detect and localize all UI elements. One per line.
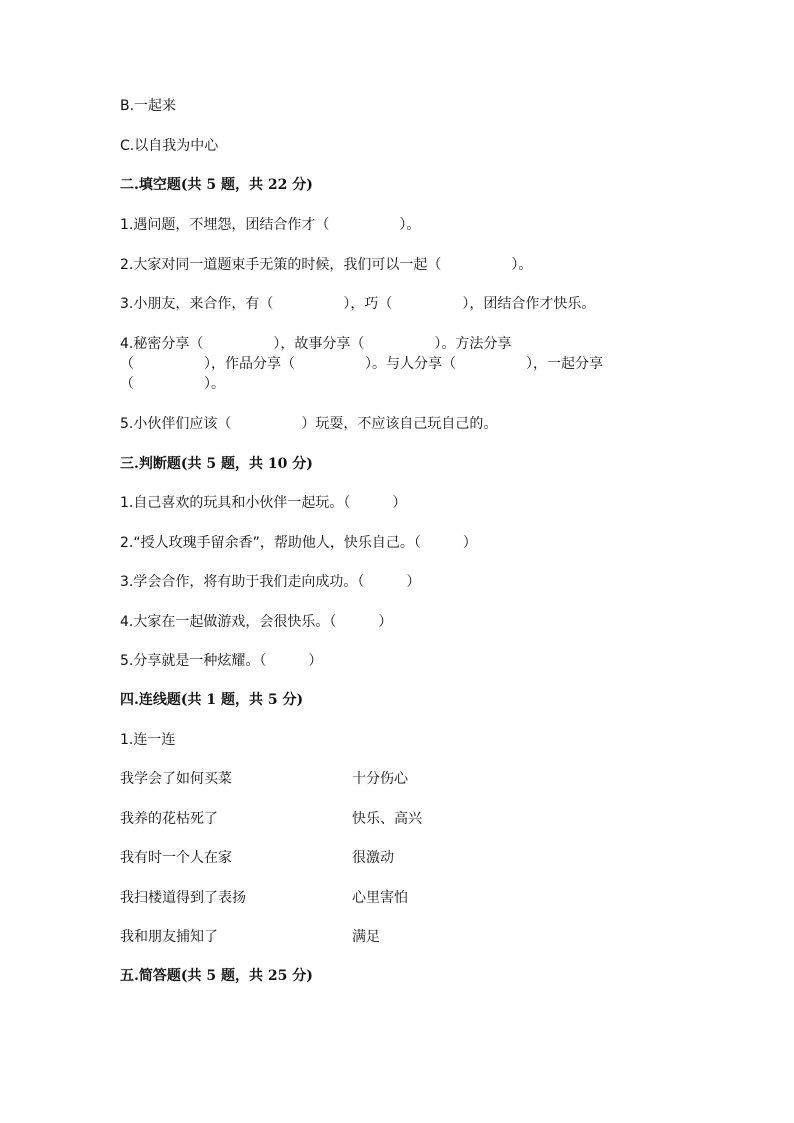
section-heading-short-answer: 五.简答题(共 5 题，共 25 分) xyxy=(120,968,313,984)
fill-blank-question-1: 1.遇问题，不埋怨，团结合作才（ ）。 xyxy=(120,217,421,233)
fill-blank-question-4-line-3: （ ）。 xyxy=(120,376,225,392)
matching-right-item-4: 心里害怕 xyxy=(352,890,408,906)
fill-blank-question-2: 2.大家对同一道题束手无策的时候，我们可以一起（ ）。 xyxy=(120,257,533,273)
fill-blank-question-4-line-2: （ ），作品分享（ ）。与人分享（ ），一起分享 xyxy=(120,356,603,372)
section-heading-fill-blank: 二.填空题(共 5 题，共 22 分) xyxy=(120,177,313,193)
matching-right-item-3: 很激动 xyxy=(352,850,394,866)
true-false-question-5: 5.分享就是一种炫耀。（ ） xyxy=(120,653,323,669)
matching-left-item-4: 我扫楼道得到了表扬 xyxy=(120,890,246,906)
true-false-question-4: 4.大家在一起做游戏，会很快乐。（ ） xyxy=(120,614,393,630)
matching-question-1: 1.连一连 xyxy=(120,732,176,748)
fill-blank-question-5: 5.小伙伴们应该（ ）玩耍，不应该自己玩自己的。 xyxy=(120,416,498,432)
matching-left-item-3: 我有时一个人在家 xyxy=(120,850,232,866)
matching-left-item-1: 我学会了如何买菜 xyxy=(120,771,232,787)
matching-right-item-1: 十分伤心 xyxy=(352,771,408,787)
section-heading-true-false: 三.判断题(共 5 题，共 10 分) xyxy=(120,456,313,472)
true-false-question-2: 2.“授人玫瑰手留余香”，帮助他人，快乐自己。（ ） xyxy=(120,535,477,551)
matching-left-item-2: 我养的花枯死了 xyxy=(120,811,218,827)
matching-left-item-5: 我和朋友捕知了 xyxy=(120,929,218,945)
option-c: C.以自我为中心 xyxy=(120,138,219,154)
true-false-question-3: 3.学会合作，将有助于我们走向成功。（ ） xyxy=(120,574,421,590)
fill-blank-question-3: 3.小朋友，来合作，有（ ），巧（ ），团结合作才快乐。 xyxy=(120,296,596,312)
section-heading-matching: 四.连线题(共 1 题，共 5 分) xyxy=(120,692,304,708)
matching-right-item-5: 满足 xyxy=(352,929,380,945)
matching-right-item-2: 快乐、高兴 xyxy=(352,811,422,827)
true-false-question-1: 1.自己喜欢的玩具和小伙伴一起玩。（ ） xyxy=(120,495,407,511)
option-b: B.一起来 xyxy=(120,98,177,114)
fill-blank-question-4-line-1: 4.秘密分享（ ），故事分享（ ）。方法分享 xyxy=(120,336,512,352)
